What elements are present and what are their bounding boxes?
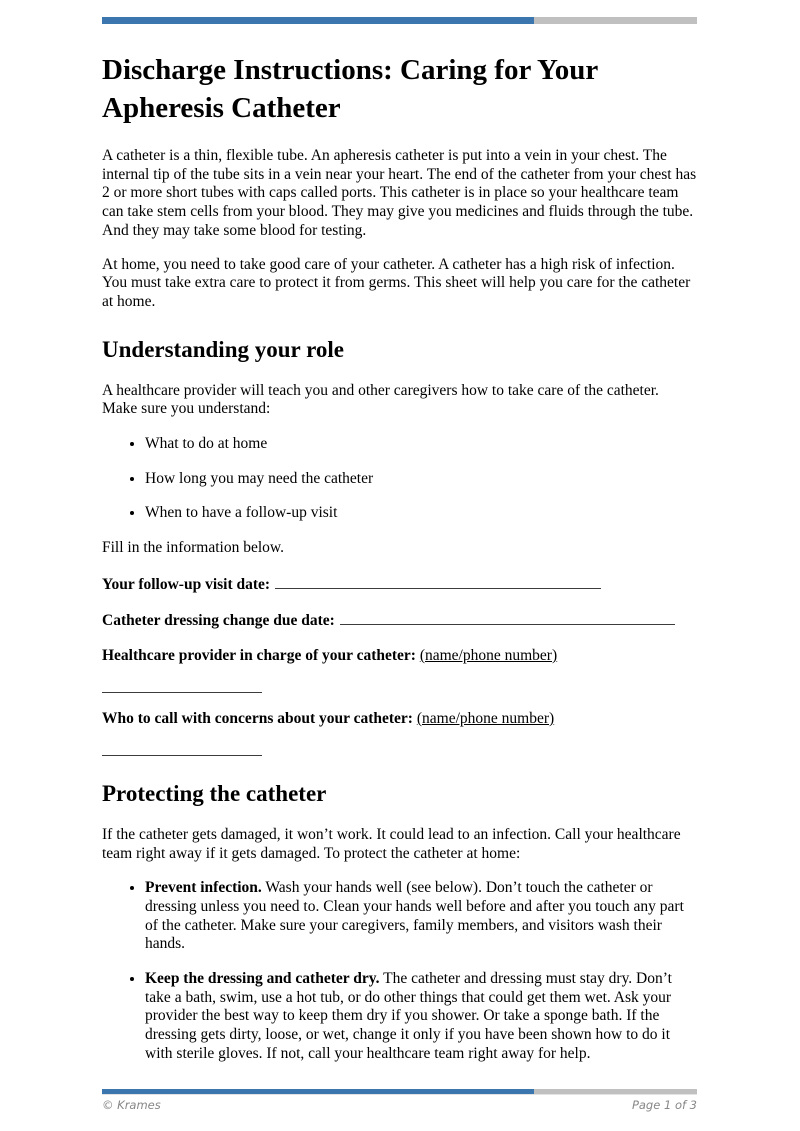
field-label: Who to call with concerns about your catheter: [102, 709, 413, 727]
section-heading-understanding: Understanding your role [102, 336, 344, 362]
list-item [145, 970, 697, 1064]
understanding-intro: A healthcare provider will teach you and other caregivers how to take care of the catheter. Make sure you understand: [102, 381, 659, 418]
top-accent-bar-gray-segment [534, 17, 697, 24]
field-provider-in-charge [102, 646, 697, 665]
page-indicator: Page 1 of 3 [631, 1098, 697, 1112]
top-accent-bar [102, 17, 697, 24]
fill-in-note: Fill in the information below. [102, 539, 284, 557]
field-dressing-change-due-date [102, 610, 697, 630]
footer-divider [102, 1094, 697, 1095]
fill-in-line [102, 755, 262, 756]
bullet-body: The catheter and dressing must stay dry. Don’t take a bath, swim, use a hot tub, or do other things that could get them wet. Ask your provider the best way to keep them dry if you shower. Or take a sponge bath. If the dressing gets dirty, loose, or wet, change it only if you have been shown how to do it with sterile gloves. If not, call your healthcare team right away for help. [145, 970, 672, 1062]
field-follow-up-visit-date [102, 574, 697, 594]
list-item: • What to do at home [145, 435, 697, 454]
field-label: Your follow-up visit date: [102, 575, 271, 593]
field-who-to-call [102, 709, 697, 728]
bullet-body: Wash your hands well (see below). Don’t touch the catheter or dressing unless you need to. Clean your hands well before and after you touch any part of the catheter. Make sure your caregivers, family members, and visitors wash their hands. [145, 879, 684, 953]
bullet-lead-in: Keep the dressing and catheter dry. [145, 970, 380, 988]
fill-in-line [340, 610, 675, 625]
understanding-bullet-list [102, 435, 697, 523]
field-label: Catheter dressing change due date: [102, 611, 335, 629]
intro-paragraph-2: At home, you need to take good care of your catheter. A catheter has a high risk of infection. You must take extra care to protect it from germs. This sheet will help you care for the catheter at home. [102, 255, 691, 310]
protecting-intro: If the catheter gets damaged, it won’t work. It could lead to an infection. Call your healthcare team right away if it gets damaged. To protect the catheter at home: [102, 825, 681, 862]
field-hint: (name/phone number) [416, 709, 555, 727]
page-content [102, 0, 697, 1080]
section-heading-protecting: Protecting the catheter [102, 780, 327, 806]
field-label: Healthcare provider in charge of your catheter: [102, 646, 416, 664]
protecting-bullet-list [102, 879, 697, 1063]
bullet-lead-in: Prevent infection. [145, 879, 262, 897]
intro-paragraph-1: A catheter is a thin, flexible tube. An apheresis catheter is put into a vein in your chest. The internal tip of the tube sits in a vein near your heart. The end of the catheter from your chest has 2 or more short tubes with caps called ports. This catheter is in place so your healthcare team can take stem cells from your blood. They may give you medicines and fluids through the tube. And they may take some blood for testing. [102, 147, 697, 239]
list-item: • How long you may need the catheter [145, 470, 697, 489]
page-title: Discharge Instructions: Caring for Your Apheresis Catheter [102, 54, 598, 124]
fill-in-line [102, 692, 262, 693]
fill-in-line [275, 574, 601, 589]
footer [102, 1098, 697, 1112]
top-accent-bar-blue-segment [102, 17, 534, 24]
copyright-text: © Krames [102, 1098, 161, 1112]
list-item [145, 879, 697, 954]
list-item: • When to have a follow-up visit [145, 504, 697, 523]
field-hint: (name/phone number) [419, 646, 558, 664]
